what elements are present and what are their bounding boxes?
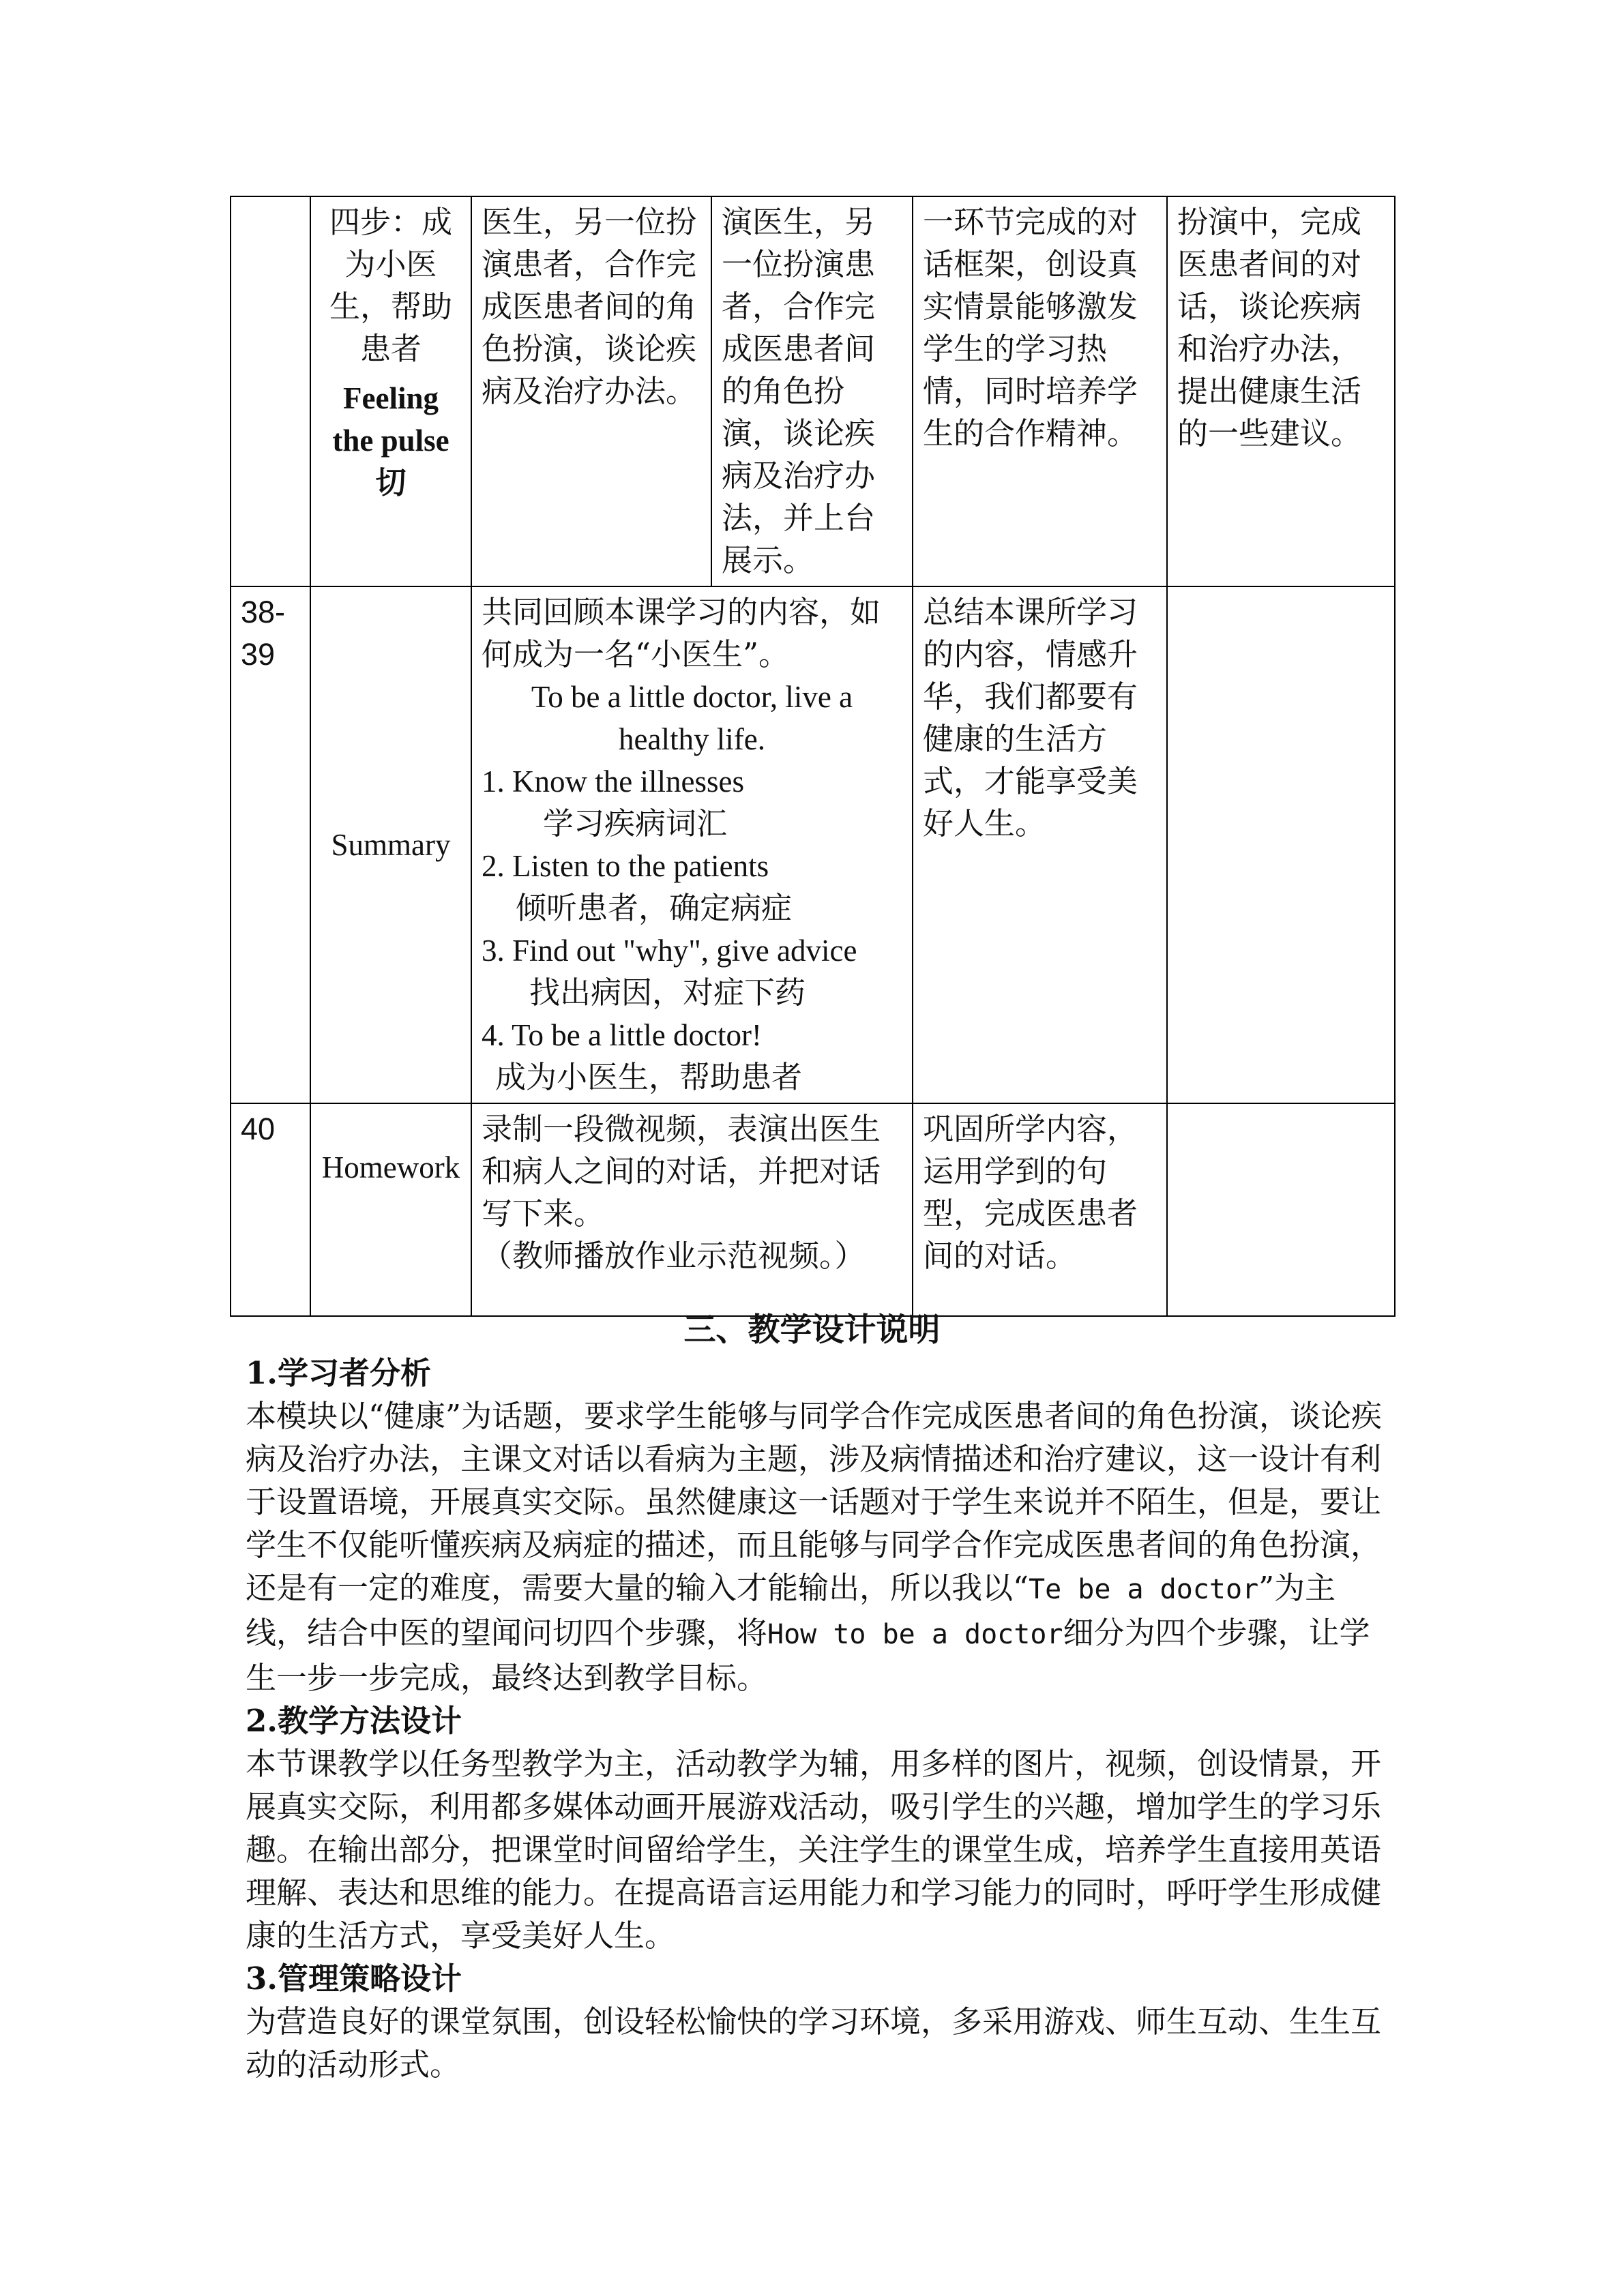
time-cell: 38-39: [231, 586, 310, 1103]
step-cn: 四步：成为小医生，帮助患者: [329, 204, 452, 367]
summary-point-cn: 成为小医生，帮助患者: [495, 1059, 803, 1095]
summary-motto: To be a little doctor, live a healthy life.: [531, 680, 853, 756]
step-cell: Summary: [310, 586, 471, 1103]
step-cell: Homework: [310, 1103, 471, 1316]
table-row: [231, 196, 1395, 586]
purpose-cell: 一环节完成的对话框架，创设真实情景能够激发学生的学习热情，同时培养学生的合作精神。: [913, 196, 1167, 586]
summary-point-cn: 找出病因，对症下药: [529, 974, 806, 1011]
paragraph-text: 细分为四个步骤，让学生一步一步完成，最终达到教学目标。: [246, 1615, 1370, 1696]
homework-content-cell: [471, 1103, 913, 1316]
inline-code: Te be a doctor: [1029, 1574, 1259, 1605]
table-row: [231, 1103, 1395, 1316]
table-row: [231, 586, 1395, 1103]
evaluation-cell: [1167, 586, 1395, 1103]
teaching-method-heading: 2.教学方法设计: [246, 1703, 462, 1739]
design-notes: [246, 1352, 1391, 2086]
summary-point-en: 4. To be a little doctor!: [482, 1018, 762, 1052]
learner-analysis-heading: 1.学习者分析: [246, 1355, 431, 1391]
summary-point-en: 1. Know the illnesses: [482, 764, 744, 799]
step-cell: [310, 196, 471, 586]
summary-point-en: 2. Listen to the patients: [482, 849, 769, 883]
student-activity-cell: 演医生，另一位扮演患者，合作完成医患者间的角色扮演，谈论疾病及治疗办法，并上台展示。: [711, 196, 913, 586]
teaching-method-paragraph: 本节课教学以任务型教学为主，活动教学为辅，用多样的图片，视频，创设情景，开展真实交际，利用都多媒体动画开展游戏活动，吸引学生的兴趣，增加学生的学习乐趣。在输出部分，把课堂时间留给学生，关注学生的课堂生成，培养学生直接用英语理解、表达和思维的能力。在提高语言运用能力和学习能力的同时，呼吁学生形成健康的生活方式，享受美好人生。: [246, 1746, 1382, 1954]
summary-point-cn: 倾听患者，确定病症: [516, 890, 793, 926]
inline-code: How to be a doctor: [767, 1619, 1063, 1650]
learner-analysis-paragraph: [246, 1395, 1391, 1699]
paragraph-text: 本模块以“健康”为话题，要求学生能够与同学合作完成医患者间的角色扮演，谈论疾病及治疗办法，主课文对话以看病为主题，涉及病情描述和治疗建议，这一设计有利于设置语境，开展真实交际。虽然健康这一话题对于学生来说并不陌生，但是，要让学生不仅能听懂疾病及病症的描述，而且能够与同学合作完成医患者间的角色扮演，还是有一定的难度，需要大量的输入才能输出，所以我以“: [246, 1398, 1383, 1606]
time-cell: [231, 196, 310, 586]
paragraph-text: ”为主线，结合中医的望闻问切四个步骤，将: [246, 1570, 1336, 1651]
management-strategy-paragraph: 为营造良好的课堂氛围，创设轻松愉快的学习环境，多采用游戏、师生互动、生生互动的活动形式。: [246, 2003, 1382, 2083]
lesson-plan-table: [230, 196, 1396, 1317]
section-title: 三、教学设计说明: [683, 1311, 941, 1349]
summary-content-cell: [471, 586, 913, 1103]
purpose-cell: 巩固所学内容，运用学到的句型，完成医患者间的对话。: [913, 1103, 1167, 1316]
teacher-activity-cell: 医生，另一位扮演患者，合作完成医患者间的角色扮演，谈论疾病及治疗办法。: [471, 196, 711, 586]
summary-point-cn: 学习疾病词汇: [543, 805, 728, 841]
homework-note: （教师播放作业示范视频。）: [482, 1238, 866, 1274]
summary-point-en: 3. Find out "why", give advice: [482, 934, 857, 968]
purpose-cell: 总结本课所学习的内容，情感升华，我们都要有健康的生活方式，才能享受美好人生。: [913, 586, 1167, 1103]
time-cell: 40: [231, 1103, 310, 1316]
step-en: Feeling the pulse: [332, 381, 449, 458]
step-cn2: 切: [375, 464, 407, 501]
management-strategy-heading: 3.管理策略设计: [246, 1960, 462, 1997]
evaluation-cell: [1167, 1103, 1395, 1316]
summary-intro: 共同回顾本课学习的内容，如何成为一名“小医生”。: [482, 594, 881, 672]
homework-text: 录制一段微视频，表演出医生和病人之间的对话，并把对话写下来。: [482, 1111, 881, 1232]
evaluation-cell: 扮演中，完成医患者间的对话，谈论疾病和治疗办法，提出健康生活的一些建议。: [1167, 196, 1395, 586]
